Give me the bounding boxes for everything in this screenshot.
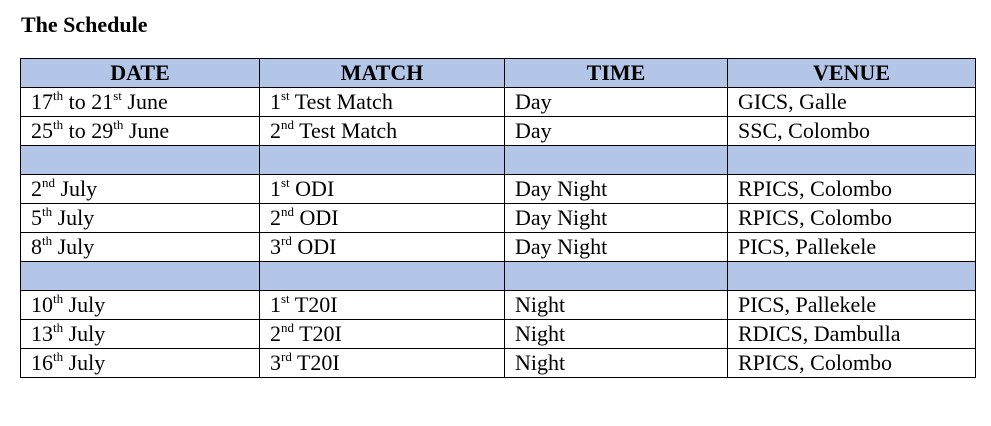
- date-ordinal-suffix: th: [53, 116, 64, 132]
- table-row: [21, 204, 976, 233]
- match-number: 2: [270, 205, 281, 230]
- separator-cell: [505, 262, 728, 291]
- table-row: [21, 117, 976, 146]
- match-cell: [260, 88, 505, 117]
- date-text: July: [52, 205, 95, 230]
- venue-cell: PICS, Pallekele: [728, 291, 976, 320]
- match-cell: [260, 291, 505, 320]
- table-row: [21, 88, 976, 117]
- separator-cell: [505, 146, 728, 175]
- match-cell: [260, 349, 505, 378]
- match-cell: [260, 175, 505, 204]
- time-cell: Day Night: [505, 204, 728, 233]
- section-separator-row: [21, 146, 976, 175]
- venue-cell: GICS, Galle: [728, 88, 976, 117]
- match-ordinal-suffix: st: [281, 87, 290, 103]
- table-row: [21, 320, 976, 349]
- match-ordinal-suffix: rd: [281, 232, 292, 248]
- date-day: 2: [31, 176, 42, 201]
- match-cell: [260, 204, 505, 233]
- table-row: [21, 233, 976, 262]
- date-day: 17: [31, 89, 53, 114]
- date-cell: [21, 320, 260, 349]
- match-number: 1: [270, 292, 281, 317]
- date-text: July: [63, 350, 106, 375]
- separator-cell: [260, 262, 505, 291]
- match-cell: [260, 320, 505, 349]
- match-type: T20I: [289, 292, 338, 317]
- date-cell: [21, 117, 260, 146]
- date-cell: [21, 233, 260, 262]
- match-type: T20I: [294, 321, 342, 346]
- separator-cell: [728, 146, 976, 175]
- date-day: 13: [31, 321, 53, 346]
- time-cell: Day Night: [505, 233, 728, 262]
- match-ordinal-suffix: nd: [281, 116, 294, 132]
- page-title: The Schedule: [21, 12, 148, 37]
- date-cell: [21, 349, 260, 378]
- venue-cell: PICS, Pallekele: [728, 233, 976, 262]
- venue-cell: RPICS, Colombo: [728, 175, 976, 204]
- venue-cell: RDICS, Dambulla: [728, 320, 976, 349]
- match-type: ODI: [291, 234, 337, 259]
- date-day: 16: [31, 350, 53, 375]
- date-text: July: [55, 176, 98, 201]
- time-cell: Day: [505, 88, 728, 117]
- date-text: to 29: [63, 118, 114, 143]
- date-ordinal-suffix: th: [53, 290, 64, 306]
- separator-cell: [728, 262, 976, 291]
- match-ordinal-suffix: nd: [281, 203, 294, 219]
- date-text: July: [63, 321, 106, 346]
- date-ordinal-suffix-end: th: [113, 116, 124, 132]
- time-cell: Night: [505, 291, 728, 320]
- match-cell: [260, 233, 505, 262]
- match-ordinal-suffix: st: [281, 290, 290, 306]
- date-ordinal-suffix: th: [53, 319, 64, 335]
- schedule-table: [20, 58, 976, 378]
- match-type: ODI: [289, 176, 335, 201]
- match-ordinal-suffix: rd: [281, 348, 292, 364]
- match-type: Test Match: [294, 118, 398, 143]
- time-cell: Night: [505, 320, 728, 349]
- separator-cell: [21, 146, 260, 175]
- match-number: 2: [270, 118, 281, 143]
- match-type: Test Match: [289, 89, 393, 114]
- schedule-table-body: [21, 88, 976, 378]
- date-month: June: [123, 118, 170, 143]
- column-header-date: DATE: [21, 59, 260, 88]
- date-ordinal-suffix-end: st: [113, 87, 122, 103]
- time-cell: Night: [505, 349, 728, 378]
- match-number: 3: [270, 234, 281, 259]
- date-ordinal-suffix: th: [53, 348, 64, 364]
- column-header-venue: VENUE: [728, 59, 976, 88]
- table-row: [21, 349, 976, 378]
- table-row: [21, 175, 976, 204]
- match-ordinal-suffix: st: [281, 174, 290, 190]
- time-cell: Day Night: [505, 175, 728, 204]
- time-cell: Day: [505, 117, 728, 146]
- date-day: 25: [31, 118, 53, 143]
- match-number: 1: [270, 89, 281, 114]
- date-ordinal-suffix: th: [42, 203, 53, 219]
- date-text: July: [52, 234, 95, 259]
- date-cell: [21, 204, 260, 233]
- date-text: July: [63, 292, 106, 317]
- match-type: ODI: [294, 205, 339, 230]
- match-ordinal-suffix: nd: [281, 319, 294, 335]
- date-month: June: [121, 89, 168, 114]
- venue-cell: RPICS, Colombo: [728, 204, 976, 233]
- column-header-match: MATCH: [260, 59, 505, 88]
- date-day: 5: [31, 205, 42, 230]
- date-text: to 21: [63, 89, 114, 114]
- date-ordinal-suffix: nd: [42, 174, 55, 190]
- venue-cell: RPICS, Colombo: [728, 349, 976, 378]
- date-cell: [21, 175, 260, 204]
- date-cell: [21, 88, 260, 117]
- date-cell: [21, 291, 260, 320]
- table-header-row: [21, 59, 976, 88]
- date-day: 8: [31, 234, 42, 259]
- match-number: 3: [270, 350, 281, 375]
- date-ordinal-suffix: th: [42, 232, 53, 248]
- column-header-time: TIME: [505, 59, 728, 88]
- date-day: 10: [31, 292, 53, 317]
- match-type: T20I: [291, 350, 340, 375]
- separator-cell: [21, 262, 260, 291]
- separator-cell: [260, 146, 505, 175]
- venue-cell: SSC, Colombo: [728, 117, 976, 146]
- date-ordinal-suffix: th: [53, 87, 64, 103]
- table-row: [21, 291, 976, 320]
- match-number: 2: [270, 321, 281, 346]
- match-cell: [260, 117, 505, 146]
- match-number: 1: [270, 176, 281, 201]
- section-separator-row: [21, 262, 976, 291]
